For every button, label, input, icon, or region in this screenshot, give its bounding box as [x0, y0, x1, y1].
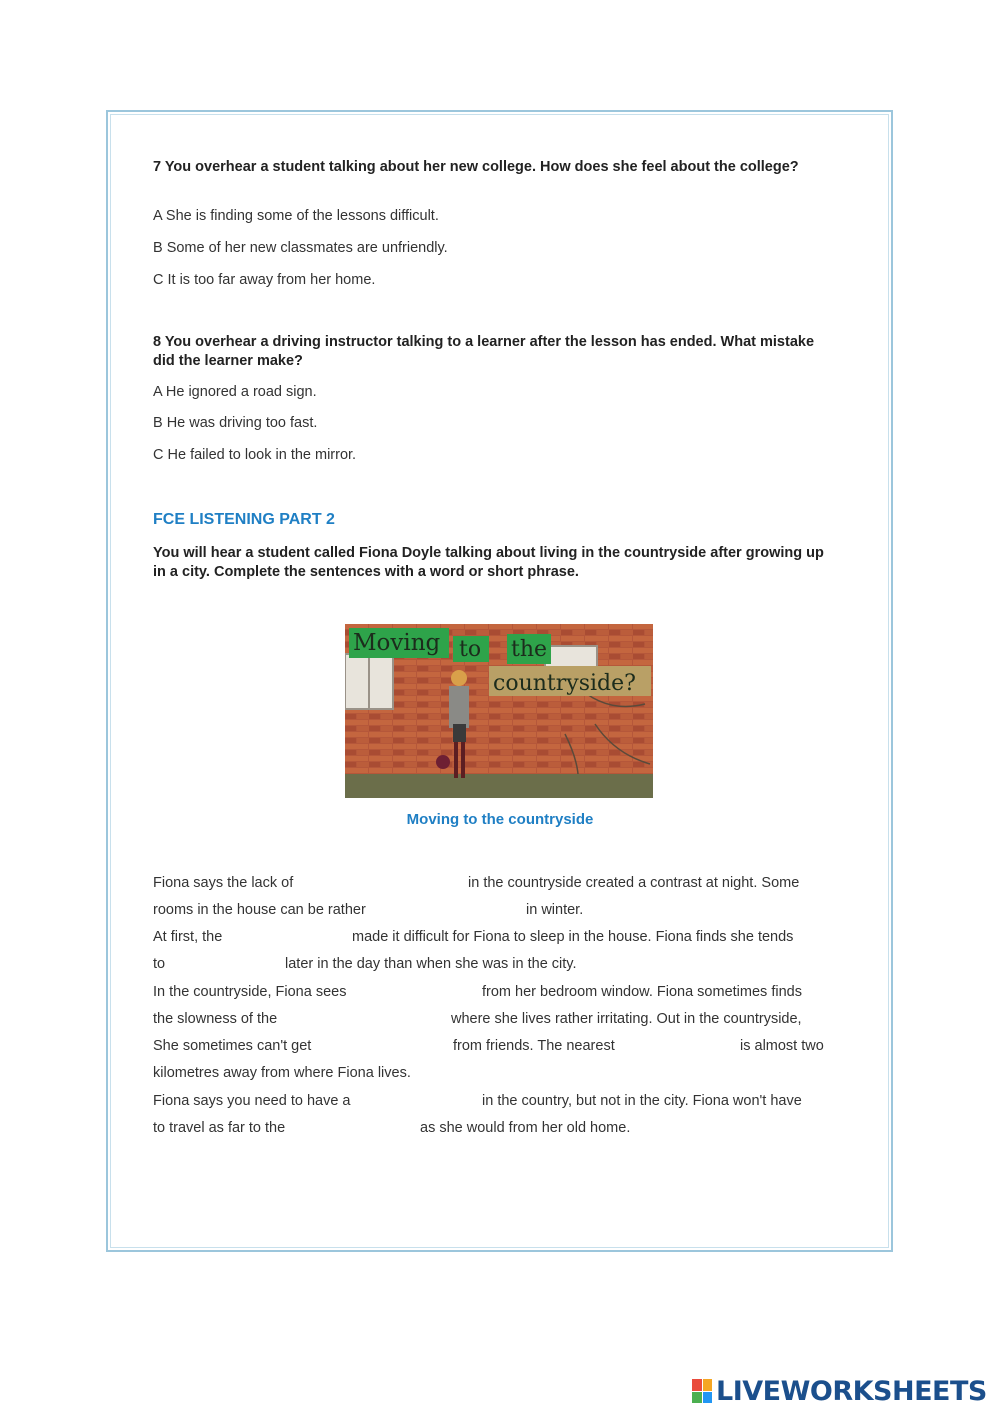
section-heading: FCE LISTENING PART 2 — [153, 511, 335, 528]
brick-wall-illustration — [345, 624, 653, 798]
gap-text: in the countryside created a contrast at night. Some — [468, 875, 800, 891]
gap-text: Fiona says the lack of — [153, 875, 294, 891]
gap-text: She sometimes can't get — [153, 1038, 312, 1054]
liveworksheets-logo — [692, 1376, 987, 1406]
image-word-the: the — [511, 637, 548, 662]
question-7-option-b: B Some of her new classmates are unfriendly. — [153, 240, 448, 256]
logo-icon — [692, 1379, 712, 1403]
image-word-countryside: countryside? — [493, 671, 636, 696]
gap-text: to — [153, 956, 166, 972]
gap-text: rooms in the house can be rather — [153, 902, 366, 918]
question-7-option-a: A She is finding some of the lessons difficult. — [153, 208, 439, 224]
question-8-option-c: C He failed to look in the mirror. — [153, 447, 357, 463]
question-8-title: 8 You overhear a driving instructor talking to a learner after the lesson has ended. What mistake did the learner make? — [153, 334, 815, 369]
countryside-photo — [345, 624, 653, 798]
gap-text: to travel as far to the — [153, 1120, 286, 1136]
gap-text: made it difficult for Fiona to sleep in the house. Fiona finds she tends — [352, 929, 794, 945]
gap-text: At first, the — [153, 929, 223, 945]
logo-text: LIVEWORKSHEETS — [716, 1375, 987, 1407]
question-7-option-c: C It is too far away from her home. — [153, 272, 376, 288]
gap-text: as she would from her old home. — [420, 1120, 631, 1136]
question-8-option-b: B He was driving too fast. — [153, 415, 318, 431]
gap-text: the slowness of the — [153, 1011, 278, 1027]
image-word-moving: Moving — [353, 630, 441, 656]
question-7-title: 7 You overhear a student talking about her new college. How does she feel about the college? — [153, 159, 799, 175]
gap-text: where she lives rather irritating. Out in the countryside, — [451, 1011, 802, 1027]
image-word-to: to — [459, 637, 482, 662]
gap-text: is almost two — [740, 1038, 824, 1054]
gap-text: In the countryside, Fiona sees — [153, 984, 347, 1000]
image-caption: Moving to the countryside — [406, 811, 594, 828]
gap-text: from her bedroom window. Fiona sometimes finds — [482, 984, 802, 1000]
gap-text: in winter. — [526, 902, 584, 918]
gap-text: from friends. The nearest — [453, 1038, 615, 1054]
gap-text: in the country, but not in the city. Fiona won't have — [482, 1093, 802, 1109]
gap-text: Fiona says you need to have a — [153, 1093, 351, 1109]
gap-text: kilometres away from where Fiona lives. — [153, 1065, 411, 1081]
gap-text: later in the day than when she was in the city. — [285, 956, 577, 972]
part2-instructions: You will hear a student called Fiona Doyle talking about living in the countryside after growing up in a city. Complete the sentences with a word or short phrase. — [153, 545, 824, 580]
question-8-option-a: A He ignored a road sign. — [153, 384, 317, 400]
